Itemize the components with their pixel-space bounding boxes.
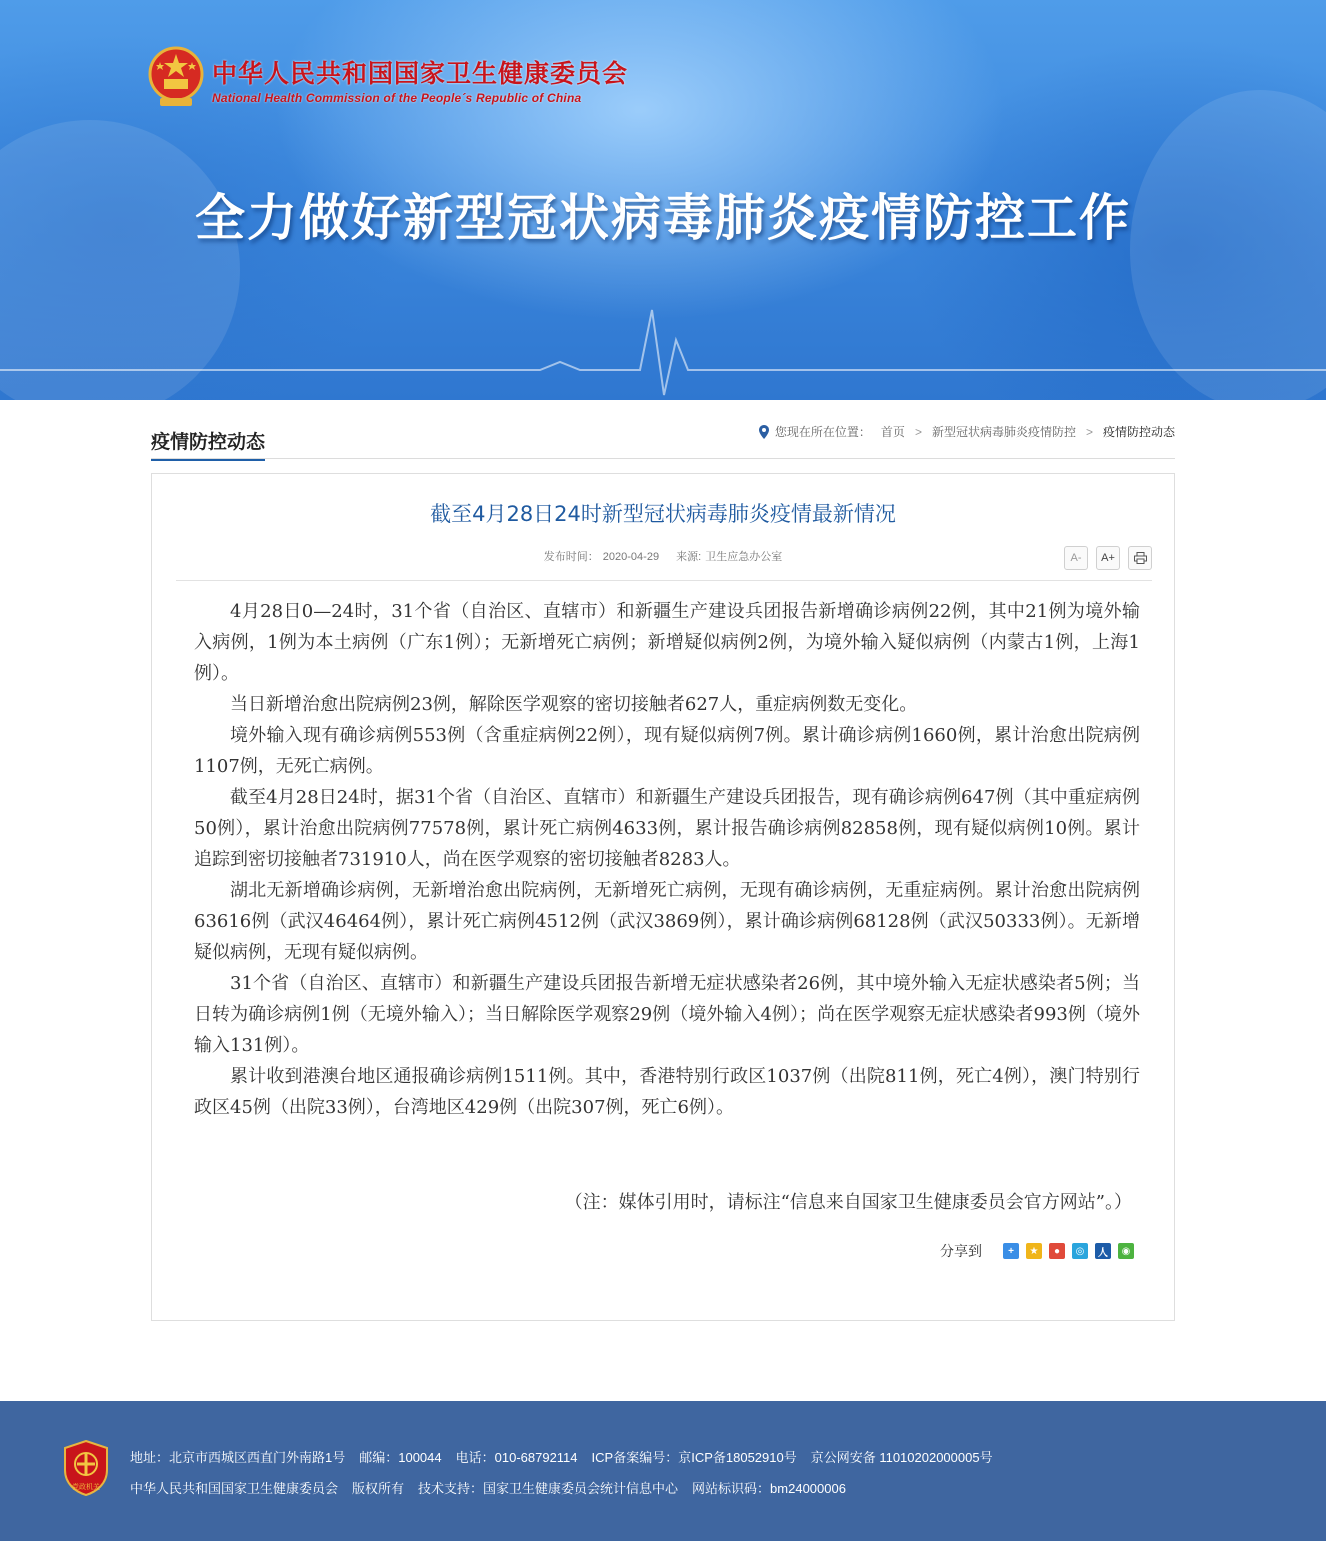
section-title: 疫情防控动态 — [151, 427, 265, 461]
article-tools — [1064, 546, 1152, 570]
breadcrumb-separator: > — [914, 424, 922, 439]
org-name-en: National Health Commission of the People´s Republic of China — [212, 91, 582, 105]
article-paragraph: 4月28日0—24时，31个省（自治区、直辖市）和新疆生产建设兵团报告新增确诊病例22例，其中21例为境外输入病例，1例为本土病例（广东1例）；无新增死亡病例；新增疑似病例2例，为境外输入疑似病例（内蒙古1例，上海1例）。 — [194, 601, 1140, 684]
footer-police-record[interactable]: 京公网安备 11010202000005号 — [810, 1450, 993, 1465]
section-bar — [151, 414, 1175, 459]
article-paragraph: 湖北无新增确诊病例，无新增治愈出院病例，无新增死亡病例，无现有确诊病例，无重症病例。累计治愈出院病例63616例（武汉46464例），累计死亡病例4512例（武汉3869例），累计确诊病例68128例（武汉50333例）。无新增疑似病例，无现有疑似病例。 — [194, 880, 1141, 963]
share-label: 分享到 — [940, 1243, 982, 1259]
breadcrumb — [759, 423, 1175, 440]
publish-date: 2020-04-29 — [602, 551, 660, 563]
article-paragraph: 境外输入现有确诊病例553例（含重症病例22例），现有疑似病例7例。累计确诊病例1660例，累计治愈出院病例1107例，无死亡病例。 — [194, 725, 1140, 777]
footer-site-id: 网站标识码：bm24000006 — [692, 1481, 846, 1496]
article-paragraph: 31个省（自治区、直辖市）和新疆生产建设兵团报告新增无症状感染者26例，其中境外输入无症状感染者5例；当日转为确诊病例1例（无境外输入）；当日解除医学观察29例（境外输入4例）；尚在医学观察无症状感染者993例（境外输入131例）。 — [194, 973, 1140, 1056]
article-title: 截至4月28日24时新型冠状病毒肺炎疫情最新情况 — [430, 502, 896, 526]
wechat-icon[interactable]: ◉ — [1118, 1243, 1134, 1259]
footer-icp[interactable]: ICP备案编号：京ICP备18052910号 — [591, 1450, 797, 1465]
weibo-icon[interactable]: ● — [1049, 1243, 1065, 1259]
footer-copyright-line — [130, 1478, 860, 1497]
national-emblem-icon — [148, 46, 204, 108]
source-label: 来源: — [676, 551, 702, 563]
article-paragraph: 当日新增治愈出院病例23例，解除医学观察的密切接触者627人，重症病例数无变化。 — [230, 694, 918, 715]
publish-label: 发布时间： — [543, 551, 599, 563]
footer-address: 地址：北京市西城区西直门外南路1号 — [130, 1450, 346, 1465]
footer-postcode: 邮编：100044 — [359, 1450, 442, 1465]
badge-text: 党政机关 — [72, 1483, 100, 1491]
footer-phone: 电话：010-68792114 — [455, 1450, 578, 1465]
footer-info-line — [130, 1447, 1007, 1466]
article-body — [194, 596, 1140, 1123]
breadcrumb-current[interactable]: 疫情防控动态 — [1102, 425, 1175, 439]
article-divider — [176, 580, 1152, 581]
article-paragraph: 累计收到港澳台地区通报确诊病例1511例。其中，香港特别行政区1037例（出院811例，死亡4例），澳门特别行政区45例（出院33例），台湾地区429例（出院307例，死亡6例）。 — [194, 1066, 1140, 1118]
share-bar — [940, 1241, 1134, 1261]
qzone-icon[interactable]: ★ — [1026, 1243, 1042, 1259]
breadcrumb-home[interactable]: 首页 — [880, 425, 905, 439]
font-smaller-button[interactable] — [1064, 546, 1088, 570]
location-pin-icon — [759, 425, 769, 439]
article-meta — [152, 548, 1174, 564]
footer-rights: 版权所有 — [352, 1481, 405, 1496]
footer-org: 中华人民共和国国家卫生健康委员会 — [130, 1481, 339, 1496]
article-paragraph: 截至4月28日24时，据31个省（自治区、直辖市）和新疆生产建设兵团报告，现有确诊病例647例（其中重症病例50例），累计治愈出院病例77578例，累计死亡病例4633例，累计报告确诊病例82858例，现有疑似病例10例。累计追踪到密切接触者731910人，尚在医学观察的密切接触者8283人。 — [194, 787, 1140, 870]
breadcrumb-separator: > — [1085, 424, 1093, 439]
breadcrumb-prefix: 您现在所在位置： — [774, 425, 871, 439]
renren-icon[interactable]: 人 — [1095, 1243, 1111, 1259]
source-value: 卫生应急办公室 — [705, 551, 783, 563]
banner-slogan: 全力做好新型冠状病毒肺炎疫情防控工作 — [195, 189, 1131, 247]
font-larger-button[interactable] — [1096, 546, 1120, 570]
party-government-badge-icon[interactable] — [63, 1440, 109, 1496]
print-button[interactable] — [1128, 546, 1152, 570]
org-name-cn: 中华人民共和国国家卫生健康委员会 — [212, 59, 629, 88]
pulse-line-decoration — [0, 300, 1326, 400]
breadcrumb-covid-section[interactable]: 新型冠状病毒肺炎疫情防控 — [931, 425, 1076, 439]
more-share-icon[interactable]: + — [1003, 1243, 1019, 1259]
article-container — [151, 473, 1175, 1321]
tencent-weibo-icon[interactable]: ◎ — [1072, 1243, 1088, 1259]
font-smaller-icon: A- — [1070, 552, 1082, 564]
citation-note: （注：媒体引用时，请标注“信息来自国家卫生健康委员会官方网站”。） — [564, 1192, 1132, 1213]
footer-tech-support: 技术支持：国家卫生健康委员会统计信息中心 — [418, 1481, 679, 1496]
site-footer — [0, 1401, 1326, 1541]
font-larger-icon: A+ — [1101, 552, 1115, 564]
printer-icon — [1134, 552, 1147, 564]
header-banner — [0, 0, 1326, 400]
